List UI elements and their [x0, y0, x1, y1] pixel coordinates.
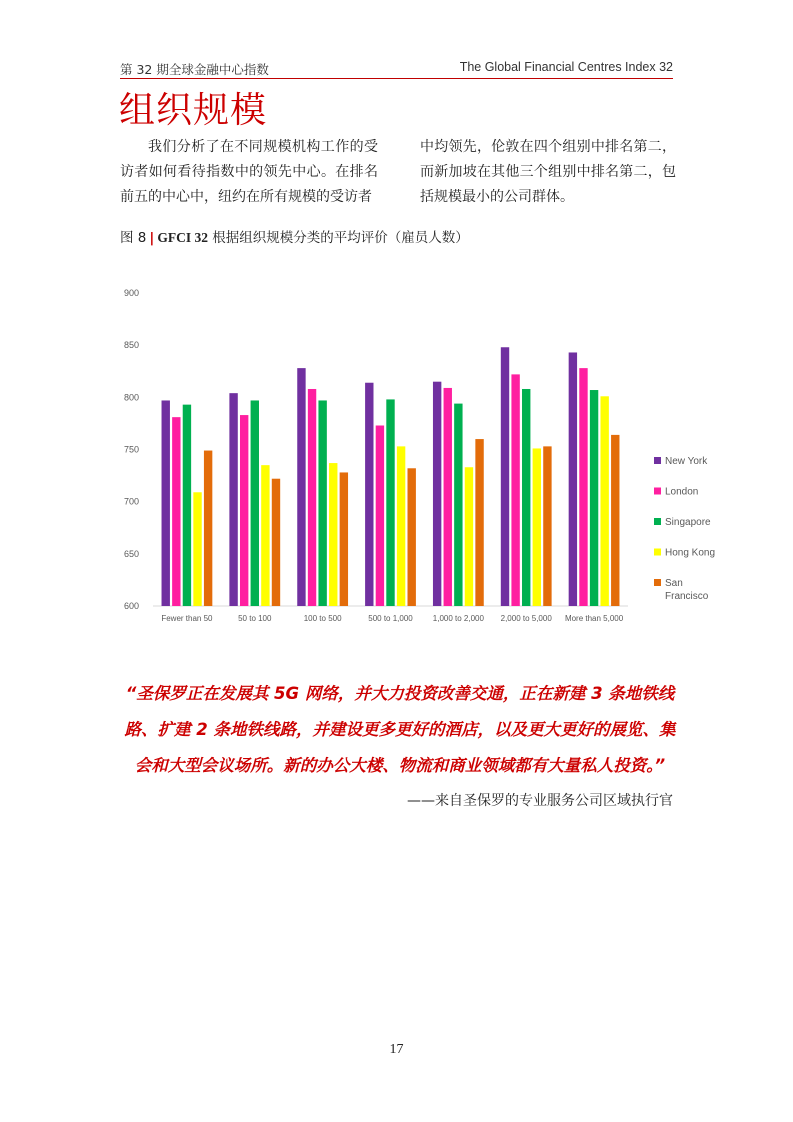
figure-label: 图 8	[120, 230, 147, 246]
bar	[533, 448, 541, 606]
x-tick-label: More than 5,000	[564, 614, 624, 623]
x-tick-label: 2,000 to 5,000	[500, 614, 552, 623]
bar	[229, 393, 237, 606]
legend-swatch	[654, 488, 661, 495]
page-header	[120, 58, 673, 79]
bar	[611, 435, 619, 606]
quote-attribution: ——来自圣保罗的专业服务公司区域执行官	[407, 793, 673, 809]
bar	[162, 400, 170, 606]
y-tick-label: 700	[123, 496, 139, 507]
x-tick-label: 50 to 100	[238, 614, 272, 623]
bar	[475, 439, 483, 606]
legend-swatch	[654, 579, 661, 586]
bar	[569, 352, 577, 606]
legend-swatch	[654, 549, 661, 556]
figure-caption-text: 根据组织规模分类的平均评价（雇员人数）	[207, 230, 469, 246]
bar	[522, 389, 530, 606]
pull-quote: “圣保罗正在发展其 5G 网络，并大力投资改善交通，正在新建 3 条地铁线路、扩建 2 条地铁线路，并建设更多更好的酒店，以及更大更好的展览、集会和大型会议场所。新的办公大楼、物流和商业领域都有大量私人投资。”	[124, 684, 676, 775]
y-tick-label: 600	[123, 601, 139, 611]
bar	[397, 446, 405, 606]
figure-caption	[120, 226, 469, 246]
bar	[408, 468, 416, 606]
bar	[172, 417, 180, 606]
bar	[240, 415, 248, 606]
bar	[454, 404, 462, 606]
bar	[365, 383, 373, 606]
y-tick-label: 900	[123, 288, 139, 298]
body-paragraph-left: 我们分析了在不同规模机构工作的受访者如何看待指数中的领先中心。在排名前五的中心中，纽约在所有规模的受访者	[120, 139, 378, 205]
figure-caption-separator: |	[149, 230, 155, 246]
bar	[543, 446, 551, 606]
bar	[308, 389, 316, 606]
page-number: 17	[389, 1042, 404, 1057]
legend-swatch	[654, 457, 661, 464]
legend-label: Hong Kong	[665, 547, 716, 559]
bar	[579, 368, 587, 606]
y-tick-label: 650	[123, 548, 139, 559]
bar	[386, 399, 394, 606]
bar	[600, 396, 608, 606]
bar	[340, 472, 348, 606]
legend-label: Singapore	[665, 517, 711, 528]
bar	[376, 426, 384, 606]
bar	[511, 374, 519, 606]
header-left-title: 第 32 期全球金融中心指数	[120, 62, 269, 77]
figure-caption-bold: GFCI 32	[157, 230, 208, 245]
bar	[433, 382, 441, 606]
bar	[183, 405, 191, 606]
y-tick-label: 850	[123, 340, 139, 351]
x-tick-label: 1,000 to 2,000	[432, 614, 484, 623]
bar	[329, 463, 337, 606]
x-tick-label: 500 to 1,000	[368, 614, 413, 623]
bar	[318, 400, 326, 606]
y-tick-label: 750	[123, 444, 139, 455]
bar	[251, 400, 259, 606]
bar	[272, 479, 280, 606]
section-title: 组织规模	[119, 90, 268, 131]
bar	[261, 465, 269, 606]
bar	[204, 451, 212, 606]
legend-label: London	[665, 486, 699, 498]
bar	[590, 390, 598, 606]
bar	[193, 492, 201, 606]
bar	[465, 467, 473, 606]
bar	[444, 388, 452, 606]
bar	[501, 347, 509, 606]
header-right-title: The Global Financial Centres Index 32	[459, 60, 673, 74]
legend-label: San Francisco	[665, 578, 709, 602]
legend-label: New York	[665, 456, 708, 467]
body-paragraph-right: 中均领先，伦敦在四个组别中排名第二，而新加坡在其他三个组别中排名第二，包括规模最小的公司群体。	[420, 139, 676, 205]
x-tick-label: Fewer than 50	[161, 614, 213, 623]
legend-swatch	[654, 518, 661, 525]
y-tick-label: 800	[123, 392, 139, 403]
bar	[297, 368, 305, 606]
x-tick-label: 100 to 500	[303, 614, 342, 623]
bar-chart	[110, 280, 730, 640]
